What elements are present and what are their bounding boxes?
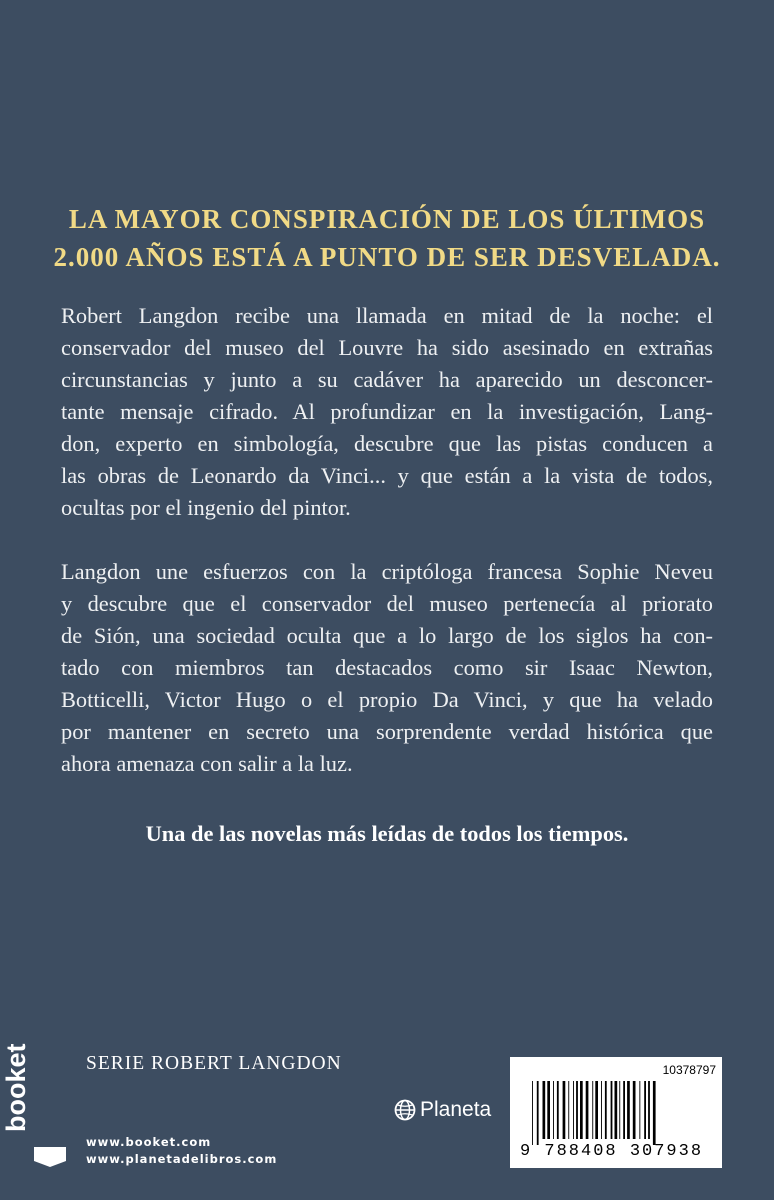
barcode-bar [644,1081,646,1139]
text-line: ahora amenaza con salir a la luz. [61,751,353,776]
tagline: Una de las novelas más leídas de todos los tiempos. [145,821,629,846]
planeta-logo [394,1098,491,1122]
text-line: Langdon une esfuerzos con la criptóloga francesa Sophie Neveu [61,559,713,584]
barcode-bar [615,1081,618,1139]
headline [0,200,774,276]
text-line: por mantener en secreto una sorprendente verdad histórica que [61,719,713,744]
barcode-bar [568,1081,569,1139]
synopsis-paragraph-2 [61,556,713,780]
barcode-bar [623,1081,625,1139]
barcode-bar [595,1081,598,1139]
planeta-wordmark: Planeta [420,1098,492,1121]
barcode-bar [580,1081,583,1139]
text-line: Botticelli, Victor Hugo o el propio Da Vinci, y que ha velado [61,687,713,712]
barcode-bar [586,1081,589,1139]
text-line: Robert Langdon recibe una llamada en mitad de la noche: el [61,303,713,328]
text-line: las obras de Leonardo da Vinci... y que están a la vista de todos, [61,463,713,488]
barcode-bar [543,1081,546,1139]
barcode-bar [573,1081,574,1139]
text-line: don, experto en simbología, descubre que las pistas conducen a [61,431,713,456]
barcode-bar [639,1081,640,1139]
text-line: de Sión, una sociedad oculta que a lo largo de los siglos ha con- [61,623,713,648]
barcode-top-number: 10378797 [662,1063,716,1077]
barcode-bar [627,1081,630,1139]
barcode-bar [576,1081,578,1139]
text-line: conservador del museo del Louvre ha sido asesinado en extrañas [61,335,713,360]
planeta-globe-icon [394,1099,416,1121]
booket-logo-text: booket [1,1043,31,1132]
barcode-bar [537,1081,539,1145]
barcode-bar [611,1081,613,1139]
barcode-bar [653,1081,656,1145]
headline-line-1: LA MAYOR CONSPIRACIÓN DE LOS ÚLTIMOS [68,204,706,234]
barcode-bar [553,1081,554,1139]
barcode-bar [532,1081,533,1145]
barcode-bar [648,1081,650,1139]
url-booket[interactable]: www.booket.com [86,1135,212,1149]
barcode-bar [633,1081,636,1139]
barcode-bar [563,1081,566,1139]
headline-line-2: 2.000 AÑOS ESTÁ A PUNTO DE SER DESVELADA. [53,242,721,272]
text-line: tado con miembros tan destacados como sir Isaac Newton, [61,655,713,680]
barcode-bar [601,1081,602,1139]
barcode-bar [557,1081,559,1139]
barcode-bar [547,1081,550,1139]
series-label: SERIE ROBERT LANGDON [86,1053,342,1074]
barcode-bar [592,1081,593,1139]
barcode-digits: 9 788408 307938 [520,1142,704,1161]
barcode-bar [619,1081,620,1139]
text-line: ocultas por el ingenio del pintor. [61,495,351,520]
barcode [510,1057,722,1168]
barcode-bar [605,1081,607,1139]
booket-logo [1,1043,70,1165]
url-planetadelibros[interactable]: www.planetadelibros.com [86,1152,278,1166]
text-line: circunstancias y junto a su cadáver ha aparecido un desconcer- [61,367,713,392]
text-line: tante mensaje cifrado. Al profundizar en la investigación, Lang- [61,399,713,424]
synopsis-paragraph-1 [61,300,713,524]
text-line: y descubre que el conservador del museo pertenecía al priorato [61,591,713,616]
